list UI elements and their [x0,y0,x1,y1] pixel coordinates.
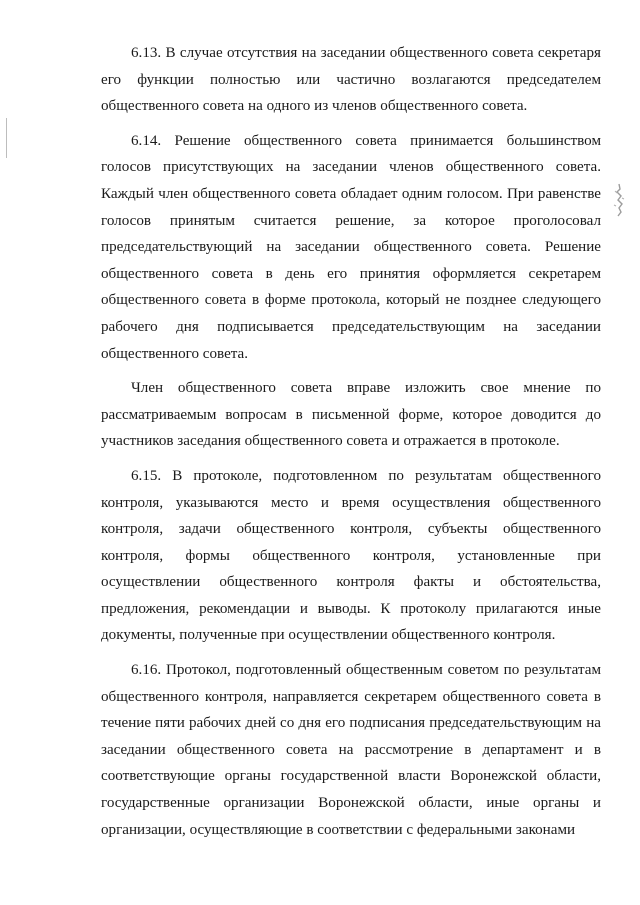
paragraph-6-15: 6.15. В протоколе, подготовленном по результатам общественного контроля, указываются место и время осуществления общественного контроля, задачи общественного контроля, субъекты общественного контроля, формы общественного контроля, установленные при осуществлении общественного контроля факты и обстоятельства, предложения, рекомендации и выводы. К протоколу прилагаются иные документы, полученные при осуществлении общественного контроля. [101,467,601,644]
scan-artifact-mark [612,183,626,217]
scan-edge-mark [6,118,7,158]
paragraph-member-opinion: Член общественного совета вправе изложить свое мнение по рассматриваемым вопросам в письменной форме, которое доводится до участников заседания общественного совета и отражается в протоколе. [101,380,601,450]
document-page [101,40,601,843]
paragraph-6-16: 6.16. Протокол, подготовленный общественным советом по результатам общественного контроля, направляется секретарем общественного совета в течение пяти рабочих дней со дня его подписания председательствующим на заседании общественного совета на рассмотрение в департамент и в соответствующие органы государственной власти Воронежской области, государственные организации Воронежской области, иные органы и организации, осуществляющие в соответствии с федеральными законами [101,662,601,838]
paragraph-6-14: 6.14. Решение общественного совета принимается большинством голосов присутствующих на заседании членов общественного совета. Каждый член общественного совета обладает одним голосом. При равенстве голосов принятым считается решение, за которое проголосовал председательствующий на заседании общественного совета. Решение общественного совета в день его принятия оформляется секретарем общественного совета в форме протокола, который не позднее следующего рабочего дня подписывается председательствующим на заседании общественного совета. [101,132,601,362]
paragraph-6-13: 6.13. В случае отсутствия на заседании общественного совета секретаря его функции полностью или частично возлагаются председателем общественного совета на одного из членов общественного совета. [101,45,601,115]
